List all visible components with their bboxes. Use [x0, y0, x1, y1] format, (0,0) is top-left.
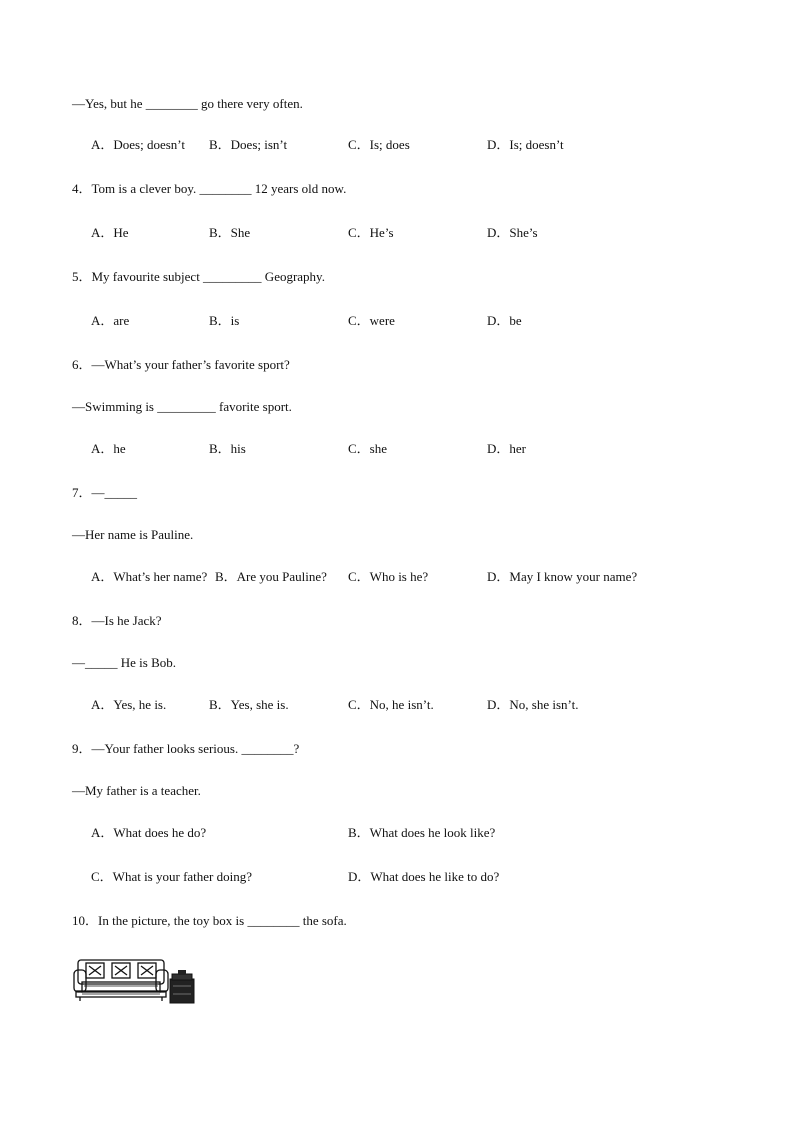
question-9-option-a[interactable]: A．What does he do? — [91, 825, 207, 840]
question-9-option-c[interactable]: C．What is your father doing? — [91, 869, 253, 884]
question-8-option-c[interactable]: C．No, he isn’t. — [348, 697, 434, 712]
question-8-option-a[interactable]: A．Yes, he is. — [91, 697, 167, 712]
question-4-stem: 4．Tom is a clever boy. ________ 12 years old now. — [72, 181, 347, 196]
question-5-option-d[interactable]: D．be — [487, 313, 522, 328]
question-5-option-c[interactable]: C．were — [348, 313, 395, 328]
question-8-response: —_____ He is Bob. — [72, 655, 176, 670]
sofa-toy-box-picture — [72, 952, 196, 1008]
question-5-option-a[interactable]: A．are — [91, 313, 130, 328]
question-7-option-c[interactable]: C．Who is he? — [348, 569, 429, 584]
question-6-option-b[interactable]: B．his — [209, 441, 246, 456]
question-4-option-a[interactable]: A．He — [91, 225, 129, 240]
question-8-option-d[interactable]: D．No, she isn’t. — [487, 697, 579, 712]
question-6-option-c[interactable]: C．she — [348, 441, 388, 456]
question-3-option-c[interactable]: C．Is; does — [348, 137, 410, 152]
question-3-option-b[interactable]: B．Does; isn’t — [209, 137, 288, 152]
question-3-stem-line-2: —Yes, but he ________ go there very often. — [72, 96, 303, 111]
question-4-option-d[interactable]: D．She’s — [487, 225, 538, 240]
question-7-option-a[interactable]: A．What’s her name? — [91, 569, 208, 584]
question-9-stem: 9．—Your father looks serious. ________? — [72, 741, 300, 756]
question-8-option-b[interactable]: B．Yes, she is. — [209, 697, 289, 712]
question-6-option-d[interactable]: D．her — [487, 441, 526, 456]
question-7-stem: 7．—_____ — [72, 485, 138, 500]
question-7-option-b[interactable]: B．Are you Pauline? — [215, 569, 327, 584]
question-7-response: —Her name is Pauline. — [72, 527, 194, 542]
question-7-option-d[interactable]: D．May I know your name? — [487, 569, 638, 584]
question-3-option-d[interactable]: D．Is; doesn’t — [487, 137, 564, 152]
question-9-option-d[interactable]: D．What does he like to do? — [348, 869, 500, 884]
question-10-stem: 10．In the picture, the toy box is ________ the sofa. — [72, 913, 347, 928]
question-8-stem: 8．—Is he Jack? — [72, 613, 162, 628]
question-9-response: —My father is a teacher. — [72, 783, 201, 798]
question-4-option-c[interactable]: C．He’s — [348, 225, 394, 240]
question-6-stem: 6．—What’s your father’s favorite sport? — [72, 357, 290, 372]
question-9-option-b[interactable]: B．What does he look like? — [348, 825, 496, 840]
question-5-option-b[interactable]: B．is — [209, 313, 240, 328]
question-5-stem: 5．My favourite subject _________ Geography. — [72, 269, 325, 284]
question-6-response: —Swimming is _________ favorite sport. — [72, 399, 292, 414]
question-3-option-a[interactable]: A．Does; doesn’t — [91, 137, 186, 152]
question-4-option-b[interactable]: B．She — [209, 225, 251, 240]
question-6-option-a[interactable]: A．he — [91, 441, 126, 456]
